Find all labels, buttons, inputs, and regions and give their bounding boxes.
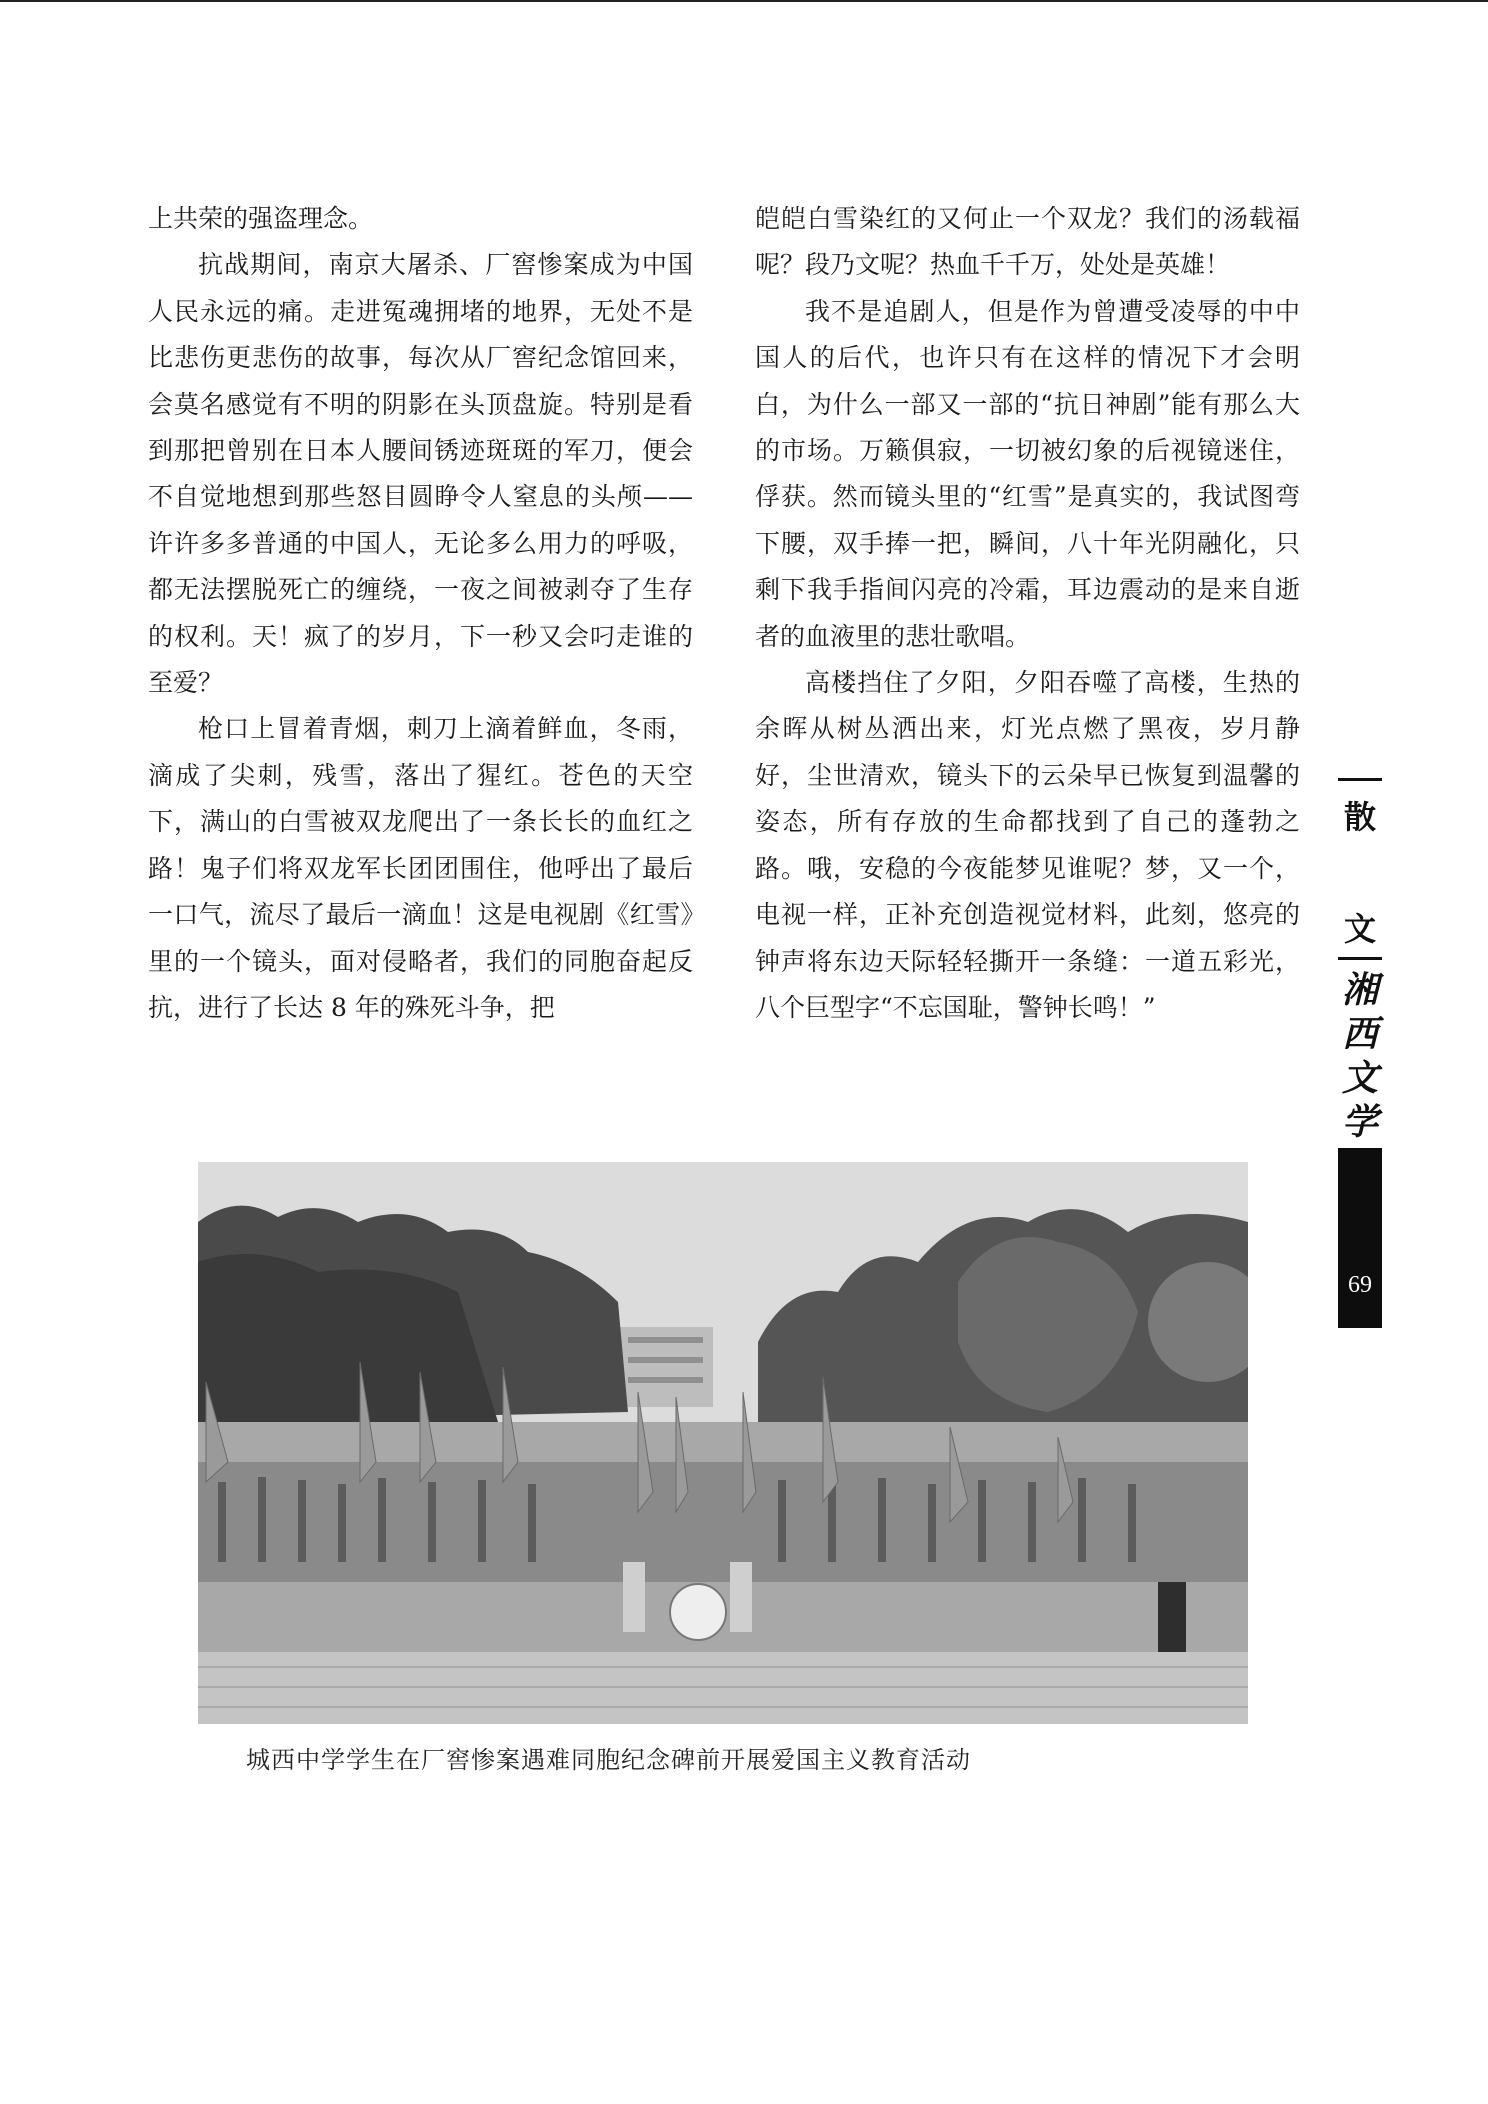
- right-column: [755, 196, 1300, 1031]
- memorial-photo: [198, 1162, 1248, 1724]
- magazine-title-char: 文: [1341, 1057, 1378, 1099]
- page-number-tab: [1338, 1148, 1382, 1328]
- photo-illustration: [198, 1162, 1248, 1724]
- paragraph: 我不是追剧人，但是作为曾遭受凌辱的中中国人的后代，也许只有在这样的情况下才会明白，为什么一部又一部的“抗日神剧”能有那么大的市场。万籁俱寂，一切被幻象的后视镜迷住，俘获。然而镜头里的“红雪”是真实的，我试图弯下腰，双手捧一把，瞬间，八十年光阴融化，只剩下我手指间闪亮的冷霜，耳边震动的是来自逝者的血液里的悲壮歌唱。: [755, 296, 1300, 651]
- paragraph: 高楼挡住了夕阳，夕阳吞噬了高楼，生热的余晖从树丛洒出来，灯光点燃了黑夜，岁月静好，尘世清欢，镜头下的云朵早已恢复到温馨的姿态，所有存放的生命都找到了自己的蓬勃之路。哦，安稳的今夜能梦见谁呢？梦，又一个，电视一样，正补充创造视觉材料，此刻，悠亮的钟声将东边天际轻轻撕开一条缝：一道五彩光，八个巨型字“不忘国耻，警钟长鸣！”: [755, 668, 1300, 1022]
- paragraph: 枪口上冒着青烟，刺刀上滴着鲜血，冬雨，滴成了尖刺，残雪，落出了猩红。苍色的天空下，满山的白雪被双龙爬出了一条长长的血红之路！鬼子们将双龙军长团团围住，他呼出了最后一口气，流尽了最后一滴血！这是电视剧《红雪》里的一个镜头，面对侵略者，我们的同胞奋起反抗，进行了长达 8 年的殊死斗争，把: [148, 714, 693, 1022]
- magazine-title: [1338, 968, 1382, 1144]
- section-rule-bottom: [1338, 957, 1382, 960]
- left-column: [148, 196, 693, 1031]
- section-label-char: 文: [1343, 910, 1376, 948]
- paragraph: 抗战期间，南京大屠杀、厂窖惨案成为中国人民永远的痛。走进冤魂拥堵的地界，无处不是比悲伤更悲伤的故事，每次从厂窖纪念馆回来，会莫名感觉有不明的阴影在头顶盘旋。特别是看到那把曾别在日本人腰间锈迹斑斑的军刀，便会不自觉地想到那些怒目圆睁令人窒息的头颅——许许多多普通的中国人，无论多么用力的呼吸，都无法摆脱死亡的缠绕，一夜之间被剥夺了生存的权利。天！疯了的岁月，下一秒又会叼走谁的至爱？: [148, 250, 693, 698]
- magazine-title-char: 湘: [1341, 969, 1378, 1011]
- paragraph: 上共荣的强盗理念。: [148, 204, 374, 233]
- section-rule-top: [1338, 778, 1382, 781]
- top-rule: [0, 0, 1488, 2]
- magazine-title-char: 学: [1341, 1101, 1378, 1143]
- magazine-title-char: 西: [1341, 1013, 1378, 1055]
- page-number: 69: [1348, 1272, 1372, 1298]
- section-label-char: 散: [1343, 798, 1376, 836]
- paragraph: 皑皑白雪染红的又何止一个双龙？我们的汤载福呢？段乃文呢？热血千千万，处处是英雄！: [755, 204, 1300, 280]
- photo-caption: 城西中学学生在厂窖惨案遇难同胞纪念碑前开展爱国主义教育活动: [246, 1746, 971, 1774]
